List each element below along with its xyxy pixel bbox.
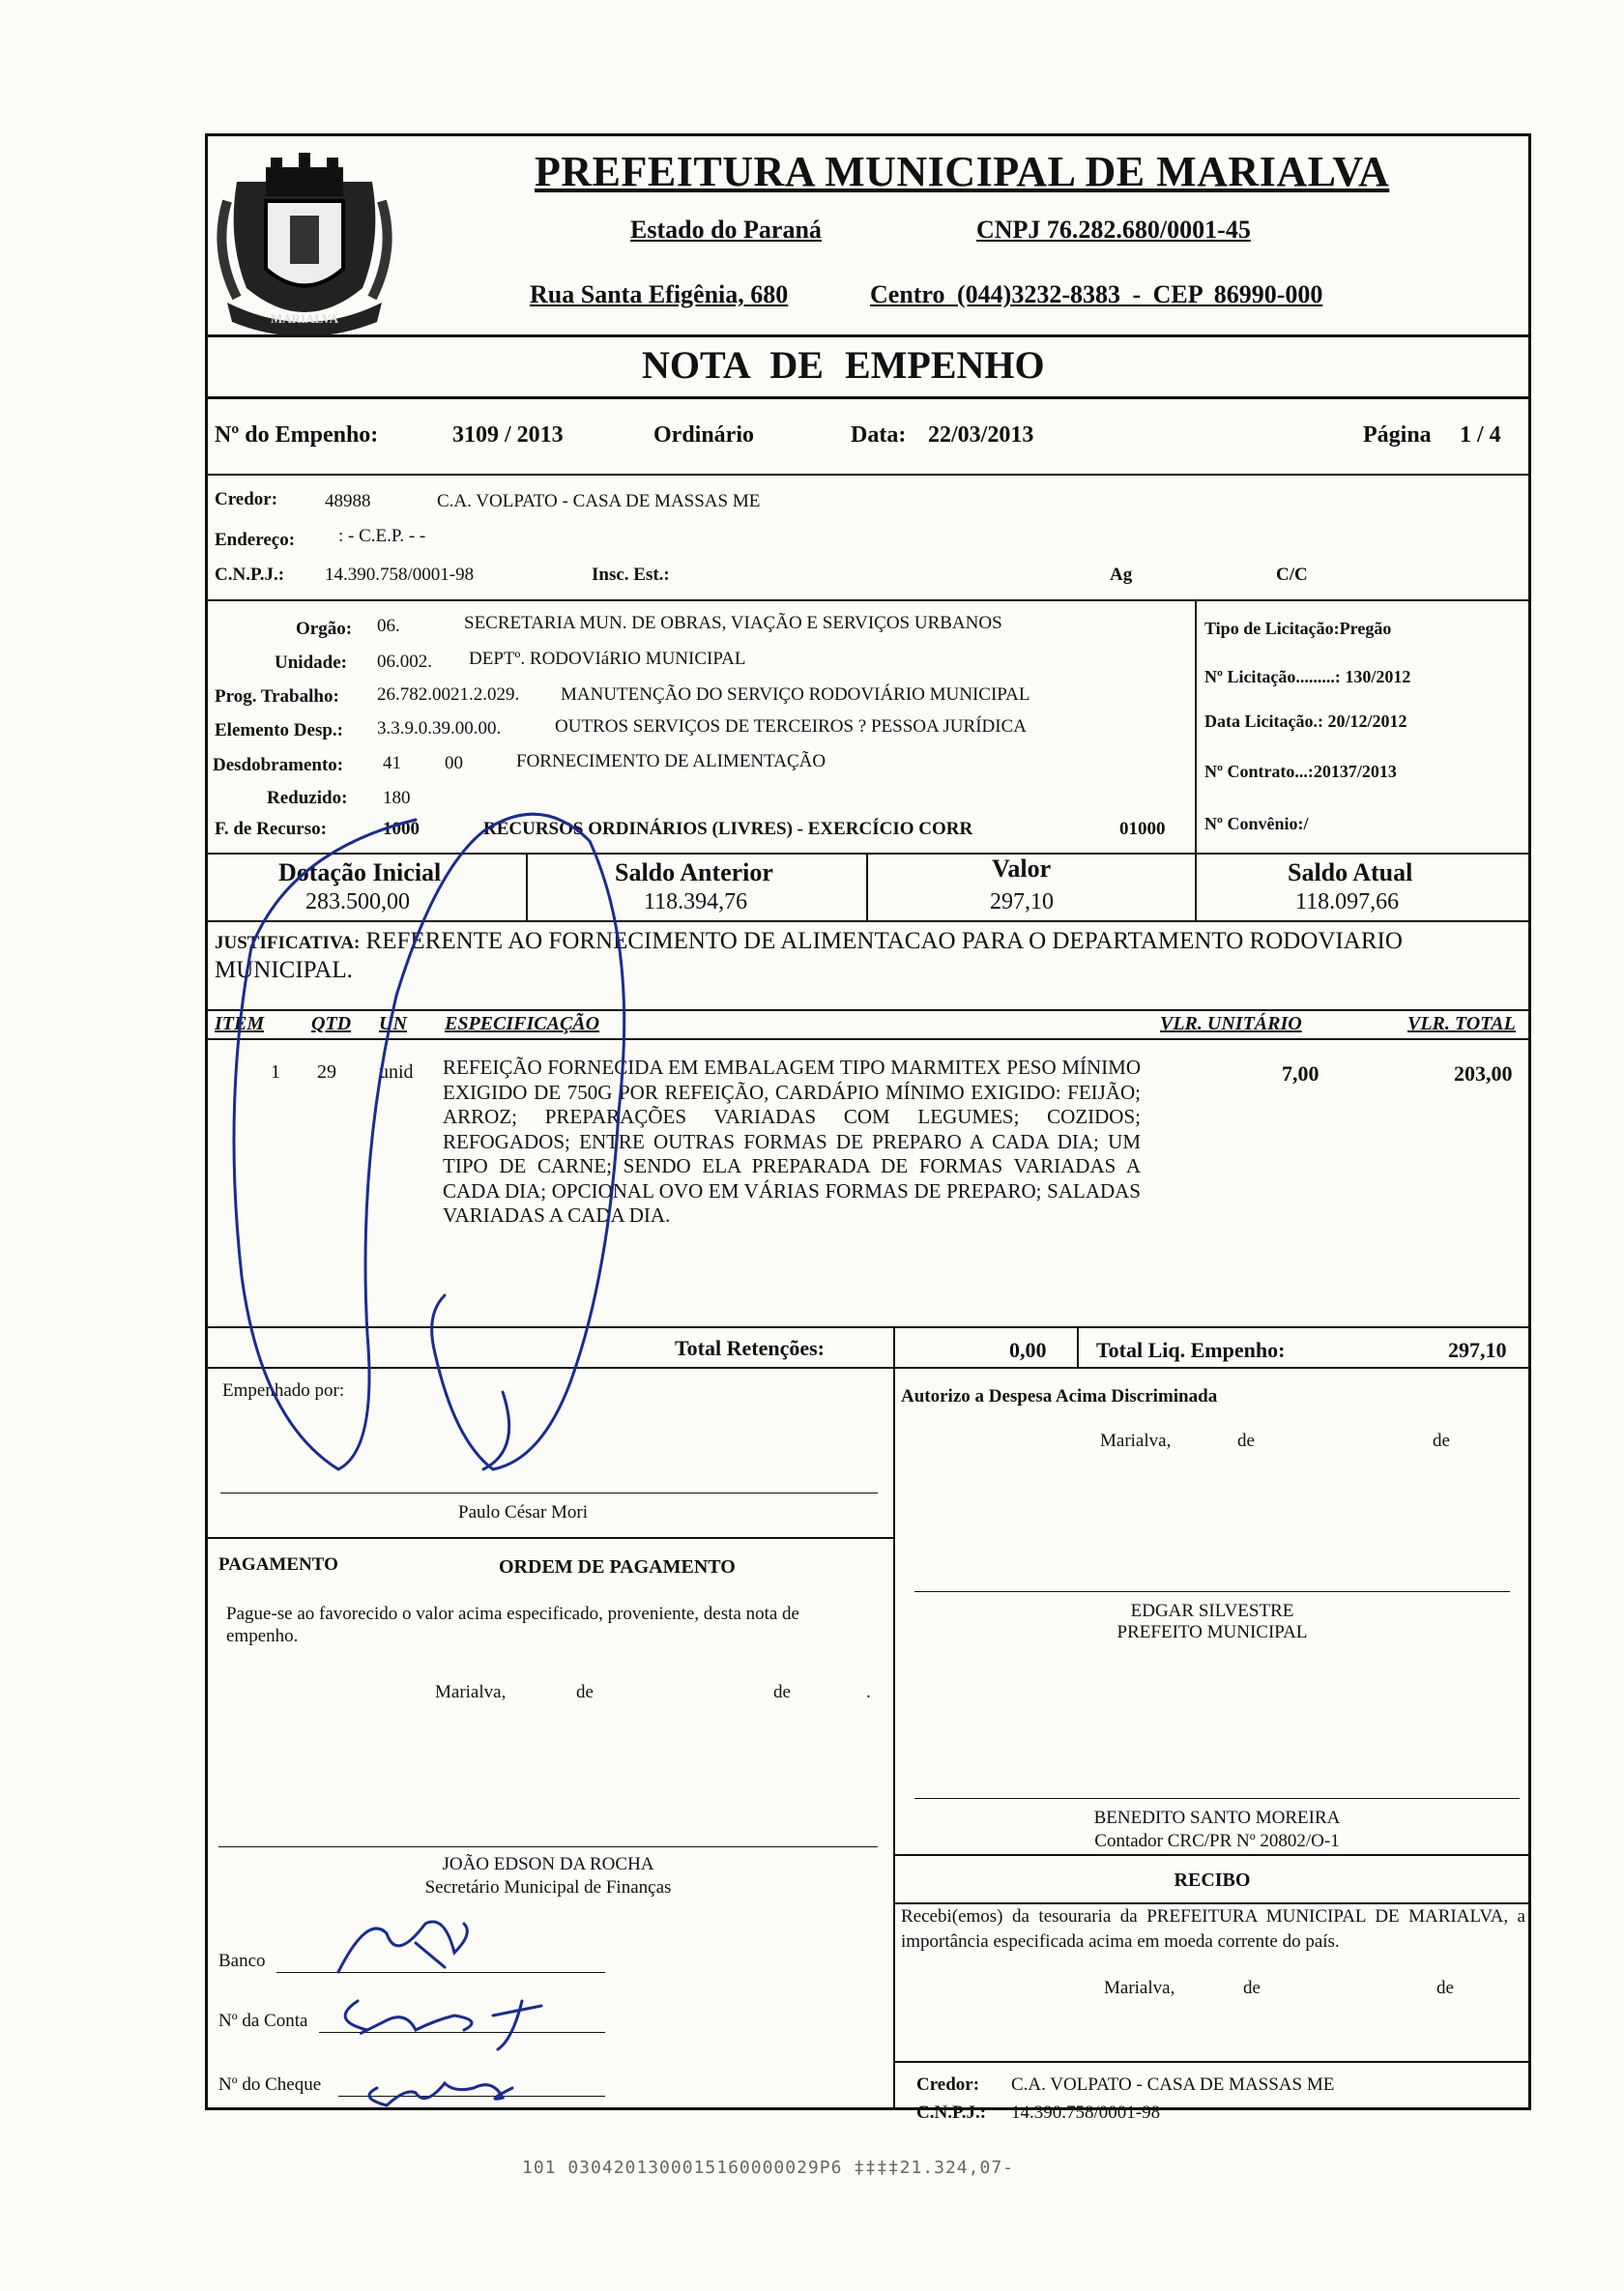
pagamento-text: Pague-se ao favorecido o valor acima especificado, proveniente, desta nota de empenho. bbox=[226, 1604, 799, 1646]
recibo-de1: de bbox=[1243, 1978, 1261, 1998]
orgao-label: Orgão: bbox=[296, 619, 353, 639]
orgao-code: 06. bbox=[377, 616, 400, 636]
recibo-label: RECIBO bbox=[1174, 1870, 1251, 1891]
page-label: Página bbox=[1363, 422, 1432, 448]
recibo-credor-value: C.A. VOLPATO - CASA DE MASSAS ME bbox=[1011, 2074, 1335, 2095]
tipo-licitacao: Tipo de Licitação:Pregão bbox=[1204, 619, 1392, 638]
municipality-title: PREFEITURA MUNICIPAL DE MARIALVA bbox=[535, 148, 1390, 195]
ordem-pagamento-label: ORDEM DE PAGAMENTO bbox=[499, 1556, 736, 1578]
banco-label: Banco bbox=[218, 1951, 266, 1971]
empenho-number-label: Nº do Empenho: bbox=[215, 422, 379, 448]
recibo-city: Marialva, bbox=[1104, 1978, 1175, 1998]
ag-label: Ag bbox=[1110, 565, 1133, 585]
address-value: : - C.E.P. - - bbox=[338, 526, 426, 546]
row-item: 1 bbox=[271, 1061, 280, 1083]
valor-value: 297,10 bbox=[990, 889, 1054, 914]
recurso-label: F. de Recurso: bbox=[215, 819, 327, 839]
recibo-cnpj-label: C.N.P.J.: bbox=[916, 2102, 987, 2123]
pagamento-de1: de bbox=[576, 1682, 594, 1702]
desdobramento-name: FORNECIMENTO DE ALIMENTAÇÃO bbox=[516, 751, 826, 771]
cnpj-value: 14.390.758/0001-98 bbox=[325, 565, 475, 585]
autorizo-de1: de bbox=[1237, 1431, 1255, 1451]
footer-code: 101 0304201300015160000029P6 ‡‡‡‡21.324,07- bbox=[522, 2158, 1014, 2178]
prefeito-role: PREFEITO MUNICIPAL bbox=[1116, 1622, 1308, 1642]
row-spec: REFEIÇÃO FORNECIDA EM EMBALAGEM TIPO MARMITEX PESO MÍNIMO EXIGIDO DE 750G POR REFEIÇÃO, CARDÁPIO MÍNIMO EXIGIDO: FEIJÃO; ARROZ; PREPARAÇÕES VARIADAS COM LEGUMES; COZIDOS; REFOGADOS; ENTRE OUTRAS FORMAS DE PREPARO A CADA DIA; UM TIPO DE CARNE; SENDO ELA PREPARADA DE FORMAS VARIADAS A CADA DIA; OPCIONAL OVO EM VÁRIAS FORMAS DE PREPARO; SALADAS VARIADAS A CADA DIA. bbox=[443, 1056, 1141, 1227]
pagamento-de2: de bbox=[773, 1682, 791, 1702]
contador-name: BENEDITO SANTO MOREIRA bbox=[1093, 1808, 1341, 1828]
document-title: NOTA DE EMPENHO bbox=[642, 343, 1045, 387]
header-address: Centro (044)3232-8383 - CEP 86990-000 bbox=[870, 280, 1323, 308]
state-name: Estado do Paraná bbox=[630, 216, 822, 244]
data-licitacao: Data Licitação.: 20/12/2012 bbox=[1204, 711, 1407, 731]
reduzido-value: 180 bbox=[383, 788, 411, 808]
elemento-code: 3.3.9.0.39.00.00. bbox=[377, 718, 502, 739]
orgao-name: SECRETARIA MUN. DE OBRAS, VIAÇÃO E SERVIÇOS URBANOS bbox=[464, 613, 1002, 633]
credor-name: C.A. VOLPATO - CASA DE MASSAS ME bbox=[437, 491, 761, 511]
saldo-atual-label: Saldo Atual bbox=[1288, 858, 1413, 886]
retencoes-value: 0,00 bbox=[1009, 1338, 1047, 1362]
empenho-date-label: Data: bbox=[851, 422, 907, 448]
row-un: unid bbox=[379, 1061, 414, 1083]
recurso-code: 1000 bbox=[383, 819, 420, 839]
liquido-label: Total Liq. Empenho: bbox=[1096, 1338, 1286, 1362]
elemento-name: OUTROS SERVIÇOS DE TERCEIROS ? PESSOA JURÍDICA bbox=[555, 716, 1027, 737]
recibo-text: Recebi(emos) da tesouraria da PREFEITURA MUNICIPAL DE MARIALVA, a importância especificada acima em moeda corrente do país. bbox=[901, 1906, 1525, 1952]
empenho-type: Ordinário bbox=[653, 422, 755, 448]
autorizo-label: Autorizo a Despesa Acima Discriminada bbox=[901, 1386, 1218, 1406]
insc-est-label: Insc. Est.: bbox=[592, 565, 670, 585]
prog-name: MANUTENÇÃO DO SERVIÇO RODOVIÁRIO MUNICIPAL bbox=[561, 684, 1030, 705]
desdobramento-sub: 00 bbox=[445, 753, 463, 773]
pagamento-label: PAGAMENTO bbox=[218, 1554, 338, 1575]
row-unit: 7,00 bbox=[1282, 1061, 1320, 1086]
col-qtd: QTD bbox=[311, 1013, 352, 1034]
col-unit: VLR. UNITÁRIO bbox=[1160, 1013, 1302, 1034]
unidade-label: Unidade: bbox=[275, 652, 347, 673]
cnpj-label: C.N.P.J.: bbox=[215, 565, 285, 585]
col-total: VLR. TOTAL bbox=[1407, 1013, 1516, 1034]
cc-label: C/C bbox=[1276, 565, 1308, 585]
saldo-anterior-label: Saldo Anterior bbox=[615, 858, 773, 886]
secretario-role: Secretário Municipal de Finanças bbox=[424, 1877, 672, 1898]
recibo-credor-label: Credor: bbox=[916, 2074, 980, 2095]
credor-code: 48988 bbox=[325, 491, 371, 511]
autorizo-city: Marialva, bbox=[1100, 1431, 1172, 1451]
address-label: Endereço: bbox=[215, 530, 296, 550]
col-item: ITEM bbox=[215, 1013, 265, 1034]
reduzido-label: Reduzido: bbox=[267, 788, 348, 808]
prefeito-name: EDGAR SILVESTRE bbox=[1130, 1601, 1294, 1621]
header-cnpj: CNPJ 76.282.680/0001-45 bbox=[976, 216, 1251, 244]
unidade-name: DEPTº. RODOVIáRIO MUNICIPAL bbox=[469, 649, 746, 669]
prog-label: Prog. Trabalho: bbox=[215, 686, 339, 707]
justificativa bbox=[215, 928, 1471, 984]
desdobramento-code: 41 bbox=[383, 753, 401, 773]
saldo-anterior-value: 118.394,76 bbox=[644, 889, 748, 914]
recibo-cnpj-value: 14.390.758/0001-98 bbox=[1011, 2102, 1161, 2123]
secretario-name: JOÃO EDSON DA ROCHA bbox=[442, 1854, 654, 1874]
col-un: UN bbox=[379, 1013, 407, 1034]
recurso-number: 01000 bbox=[1119, 819, 1166, 839]
dotacao-value: 283.500,00 bbox=[305, 889, 410, 914]
justificativa-text: REFERENTE AO FORNECIMENTO DE ALIMENTACAO PARA O DEPARTAMENTO RODOVIARIO MUNICIPAL. bbox=[215, 928, 1403, 983]
numero-convenio: Nº Convênio:/ bbox=[1204, 814, 1309, 833]
svg-text:MARIALVA: MARIALVA bbox=[270, 311, 339, 326]
numero-contrato: Nº Contrato...:20137/2013 bbox=[1204, 762, 1397, 781]
cheque-label: Nº do Cheque bbox=[218, 2074, 322, 2095]
unidade-code: 06.002. bbox=[377, 652, 432, 672]
elemento-label: Elemento Desp.: bbox=[215, 720, 343, 740]
row-total: 203,00 bbox=[1454, 1061, 1513, 1086]
empenhado-name: Paulo César Mori bbox=[458, 1502, 589, 1522]
saldo-atual-value: 118.097,66 bbox=[1295, 889, 1400, 914]
page-number: 1 / 4 bbox=[1460, 422, 1501, 448]
autorizo-de2: de bbox=[1433, 1431, 1450, 1451]
conta-label: Nº da Conta bbox=[218, 2011, 308, 2031]
empenhado-label: Empenhado por: bbox=[222, 1380, 345, 1401]
desdobramento-label: Desdobramento: bbox=[213, 755, 344, 775]
valor-label: Valor bbox=[992, 855, 1052, 883]
col-spec: ESPECIFICAÇÃO bbox=[445, 1013, 600, 1034]
header-street: Rua Santa Efigênia, 680 bbox=[530, 280, 789, 308]
contador-role: Contador CRC/PR Nº 20802/O-1 bbox=[1094, 1831, 1340, 1851]
dotacao-label: Dotação Inicial bbox=[278, 858, 442, 886]
justificativa-label: JUSTIFICATIVA: bbox=[215, 933, 361, 953]
recurso-name: RECURSOS ORDINÁRIOS (LIVRES) - EXERCÍCIO CORR bbox=[483, 819, 973, 839]
retencoes-label: Total Retenções: bbox=[675, 1336, 825, 1360]
liquido-value: 297,10 bbox=[1448, 1338, 1507, 1362]
row-qtd: 29 bbox=[317, 1061, 336, 1083]
credor-label: Credor: bbox=[215, 489, 278, 509]
empenho-date: 22/03/2013 bbox=[928, 422, 1034, 448]
recibo-de2: de bbox=[1436, 1978, 1454, 1998]
prog-code: 26.782.0021.2.029. bbox=[377, 684, 520, 705]
empenho-number: 3109 / 2013 bbox=[452, 422, 564, 448]
pagamento-city: Marialva, bbox=[435, 1682, 507, 1702]
numero-licitacao: Nº Licitação.........: 130/2012 bbox=[1204, 667, 1411, 686]
